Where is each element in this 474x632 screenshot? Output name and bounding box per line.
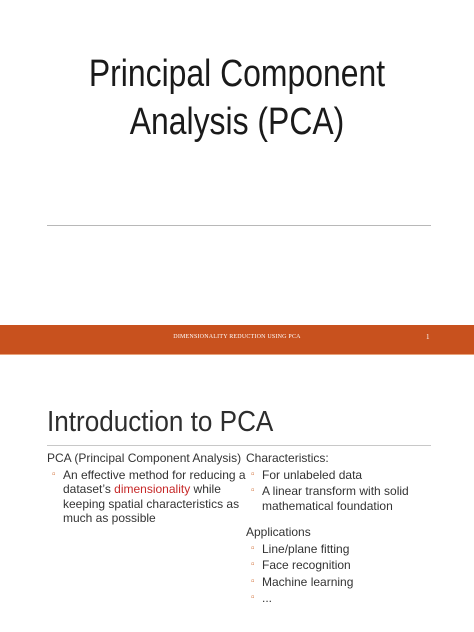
- left-column: [47, 451, 247, 526]
- slide-footer-band: [0, 325, 474, 355]
- bullet-marker-icon: ▫: [251, 468, 255, 480]
- right-column: [246, 451, 446, 606]
- bullet-marker-icon: ▫: [251, 592, 255, 603]
- title-divider: [47, 225, 431, 226]
- list-item-text: Machine learning: [262, 574, 354, 589]
- page-number: 1: [426, 333, 430, 341]
- highlighted-term: dimensionality: [114, 482, 191, 496]
- bullet-marker-icon: ▫: [52, 468, 56, 480]
- list-item-text: Face recognition: [262, 558, 351, 572]
- list-item-text: For unlabeled data: [262, 467, 363, 482]
- applications-heading: Applications: [246, 525, 311, 539]
- list-item-text: Line/plane fitting: [262, 541, 350, 556]
- bullet-marker-icon: ▫: [251, 559, 255, 570]
- bullet-marker-icon: ▫: [251, 542, 255, 554]
- footer-text: DIMENSIONALITY REDUCTION USING PCA: [173, 334, 301, 340]
- title-line-2: Analysis (PCA): [129, 101, 345, 143]
- list-item: [246, 558, 446, 573]
- list-item: [246, 542, 446, 557]
- bullet-text-continued: while keeping spatial characteristics as much as possible: [63, 482, 240, 525]
- list-item: [246, 575, 446, 590]
- bullet-marker-icon: ▫: [251, 575, 255, 587]
- list-item-text: A linear transform with solid mathematical foundation: [262, 484, 409, 513]
- title-line-1: Principal Component: [88, 53, 386, 95]
- list-item: [246, 591, 446, 606]
- pca-heading: PCA (Principal Component Analysis): [47, 451, 242, 465]
- list-item: [246, 468, 446, 483]
- characteristics-heading: Characteristics:: [246, 451, 329, 465]
- list-item-text: ...: [262, 591, 273, 605]
- title-slide-heading: [38, 50, 436, 146]
- bullet-marker-icon: ▫: [251, 485, 255, 496]
- bullet-text: An effective method for reducing a dataset’s: [63, 467, 246, 496]
- intro-title-divider: [47, 445, 431, 446]
- list-item: [246, 484, 446, 513]
- list-item: [47, 468, 247, 526]
- intro-slide: [0, 355, 474, 632]
- intro-slide-title: Introduction to PCA: [47, 406, 274, 438]
